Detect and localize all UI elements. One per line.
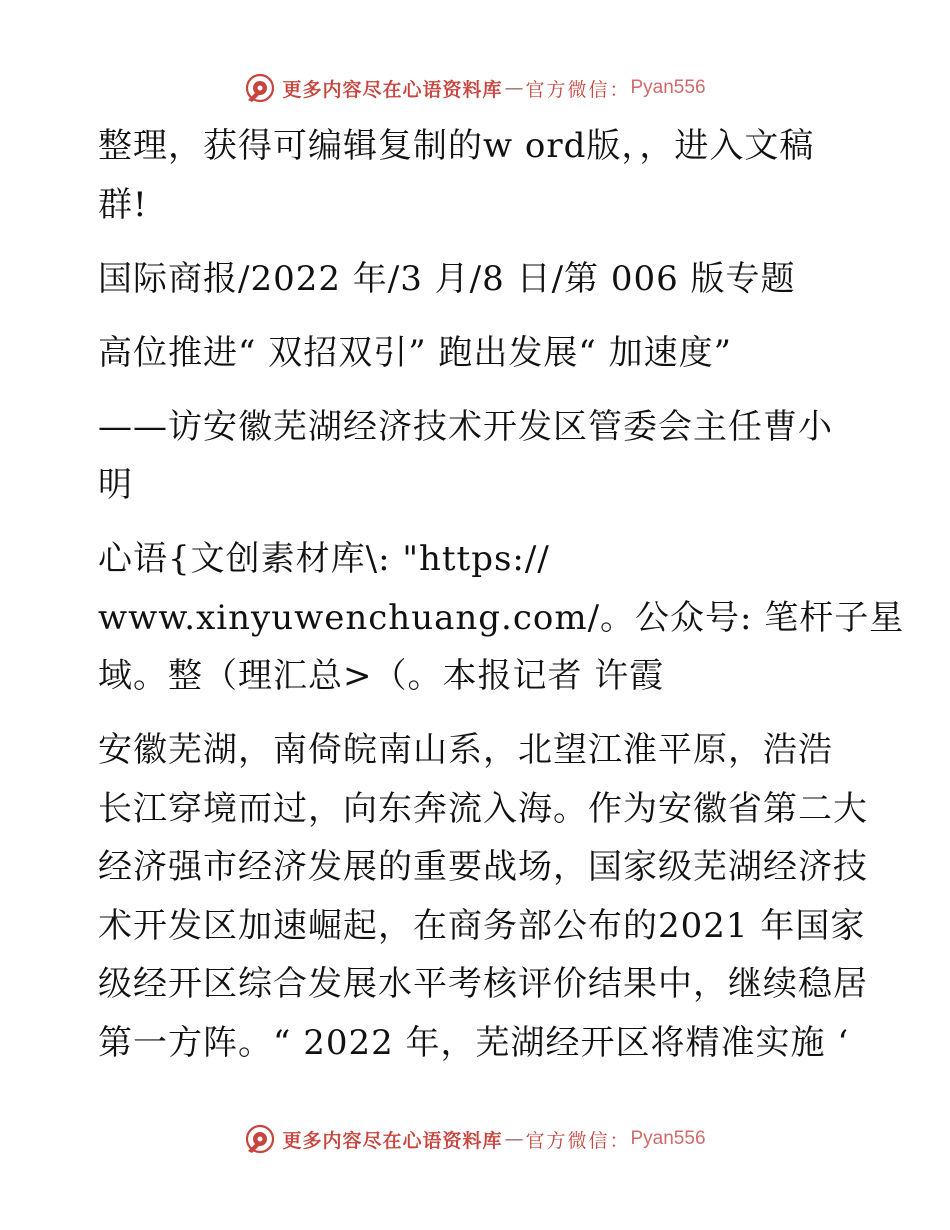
banner-wechat-label: 官方微信： bbox=[525, 1129, 631, 1152]
text-line: 高位推进“ 双招双引” 跑出发展“ 加速度” bbox=[98, 333, 732, 373]
text-line: 第一方阵。“ 2022 年，芜湖经开区将精准实施 ‘ bbox=[98, 1023, 850, 1063]
text-line: 安徽芜湖，南倚皖南山系，北望江淮平原，浩浩 bbox=[98, 730, 833, 770]
text-line: 群! bbox=[98, 185, 148, 225]
text-line: 国际商报/2022 年/3 月/8 日/第 006 版专题 bbox=[98, 259, 796, 299]
banner-wechat-id: Pyan556 bbox=[630, 1128, 706, 1149]
text-line: 术开发区加速崛起，在商务部公布的2021 年国家 bbox=[98, 906, 866, 946]
text-line: 级经开区综合发展水平考核评价结果中，继续稳居 bbox=[98, 964, 868, 1004]
text-line: 长江穿境而过，向东奔流入海。作为安徽省第二大 bbox=[98, 789, 868, 829]
text-line: 心语{文创素材库\: "https:// bbox=[98, 539, 550, 579]
header-banner bbox=[0, 72, 950, 104]
text-line: 域。整（理汇总>（。本报记者 许霞 bbox=[98, 656, 665, 696]
pen-logo-icon bbox=[244, 72, 276, 104]
banner-wechat-id: Pyan556 bbox=[630, 77, 706, 98]
text-line: 整理，获得可编辑复制的w ord版，，进入文稿 bbox=[98, 126, 815, 166]
text-line: www.xinyuwenchuang.com/。公众号: 笔杆子星 bbox=[98, 598, 905, 638]
pen-logo-icon bbox=[244, 1123, 276, 1155]
banner-dash: — bbox=[504, 1128, 524, 1150]
text-line: 经济强市经济发展的重要战场，国家级芜湖经济技 bbox=[98, 847, 868, 887]
banner-brand-text: 更多内容尽在心语资料库 bbox=[282, 78, 503, 101]
banner-wechat-label: 官方微信： bbox=[525, 78, 631, 101]
banner-dash: — bbox=[504, 77, 524, 99]
text-line: 明 bbox=[98, 465, 133, 505]
text-line: ——访安徽芜湖经济技术开发区管委会主任曹小 bbox=[98, 407, 833, 447]
footer-banner bbox=[0, 1123, 950, 1155]
banner-brand-text: 更多内容尽在心语资料库 bbox=[282, 1129, 503, 1152]
